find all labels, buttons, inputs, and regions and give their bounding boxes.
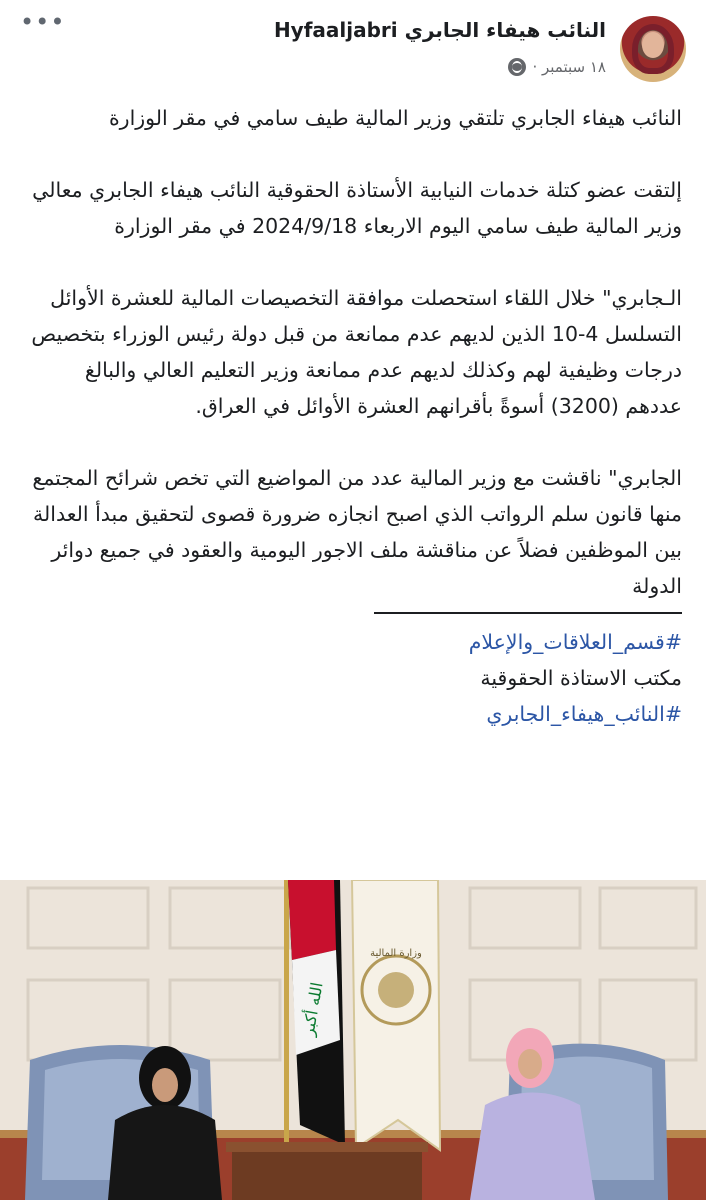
post-paragraph-3: الجابري" ناقشت مع وزير المالية عدد من المواضيع التي تخص شرائح المجتمع منها قانون سلم الرواتب الذي اصبح انجازه ضرورة قصوى لتحقيق مبدأ العدالة بين الموظفين فضلاً عن مناقشة ملف الاجور اليومية والعقود في جميع دوائر الدولة — [32, 466, 682, 598]
avatar[interactable] — [620, 16, 686, 82]
post-headline: النائب هيفاء الجابري تلتقي وزير المالية طيف سامي في مقر الوزارة — [108, 106, 682, 130]
more-options-button[interactable]: ••• — [20, 8, 66, 36]
post-date[interactable]: ١٨ سبتمبر · — [532, 58, 606, 76]
post-meta — [508, 58, 606, 76]
avatar-face — [642, 32, 664, 58]
globe-icon — [508, 58, 526, 76]
emblem-text: وزارة المالية — [370, 948, 422, 959]
meeting-photo — [0, 880, 706, 1200]
post-paragraph-2: الـجابري" خلال اللقاء استحصلت موافقة التخصيصات المالية للعشرة الأوائل التسلسل 4-10 الذين لديهم عدم ممانعة من قبل دولة رئيس الوزراء بتخصيص درجات وظيفية لهم وكذلك لديهم عدم ممانعة وزير التعليم العالي والبالغ عددهم (3200) أسوةً بأقرانهم العشرة الأوائل في العراق. — [31, 286, 682, 418]
divider — [374, 612, 682, 614]
office-signature: مكتب الاستاذة الحقوقية — [480, 666, 682, 690]
hashtag-link[interactable]: #النائب_هيفاء_الجابري — [486, 702, 682, 726]
flag-inscription: الله أكبر — [298, 980, 327, 1038]
post-header — [0, 0, 706, 100]
author-name[interactable]: النائب هيفاء الجابري Hyfaaljabri — [273, 18, 606, 42]
hashtag-link[interactable]: #قسم_العلاقات_والإعلام — [468, 630, 682, 654]
post-paragraph-1: إلتقت عضو كتلة خدمات النيابية الأستاذة الحقوقية النائب هيفاء الجابري معالي وزير المالية طيف سامي اليوم الاربعاء 2024/9/18 في مقر الوزارة — [32, 178, 682, 238]
post-photo[interactable] — [0, 880, 706, 1200]
post-body — [22, 100, 682, 732]
